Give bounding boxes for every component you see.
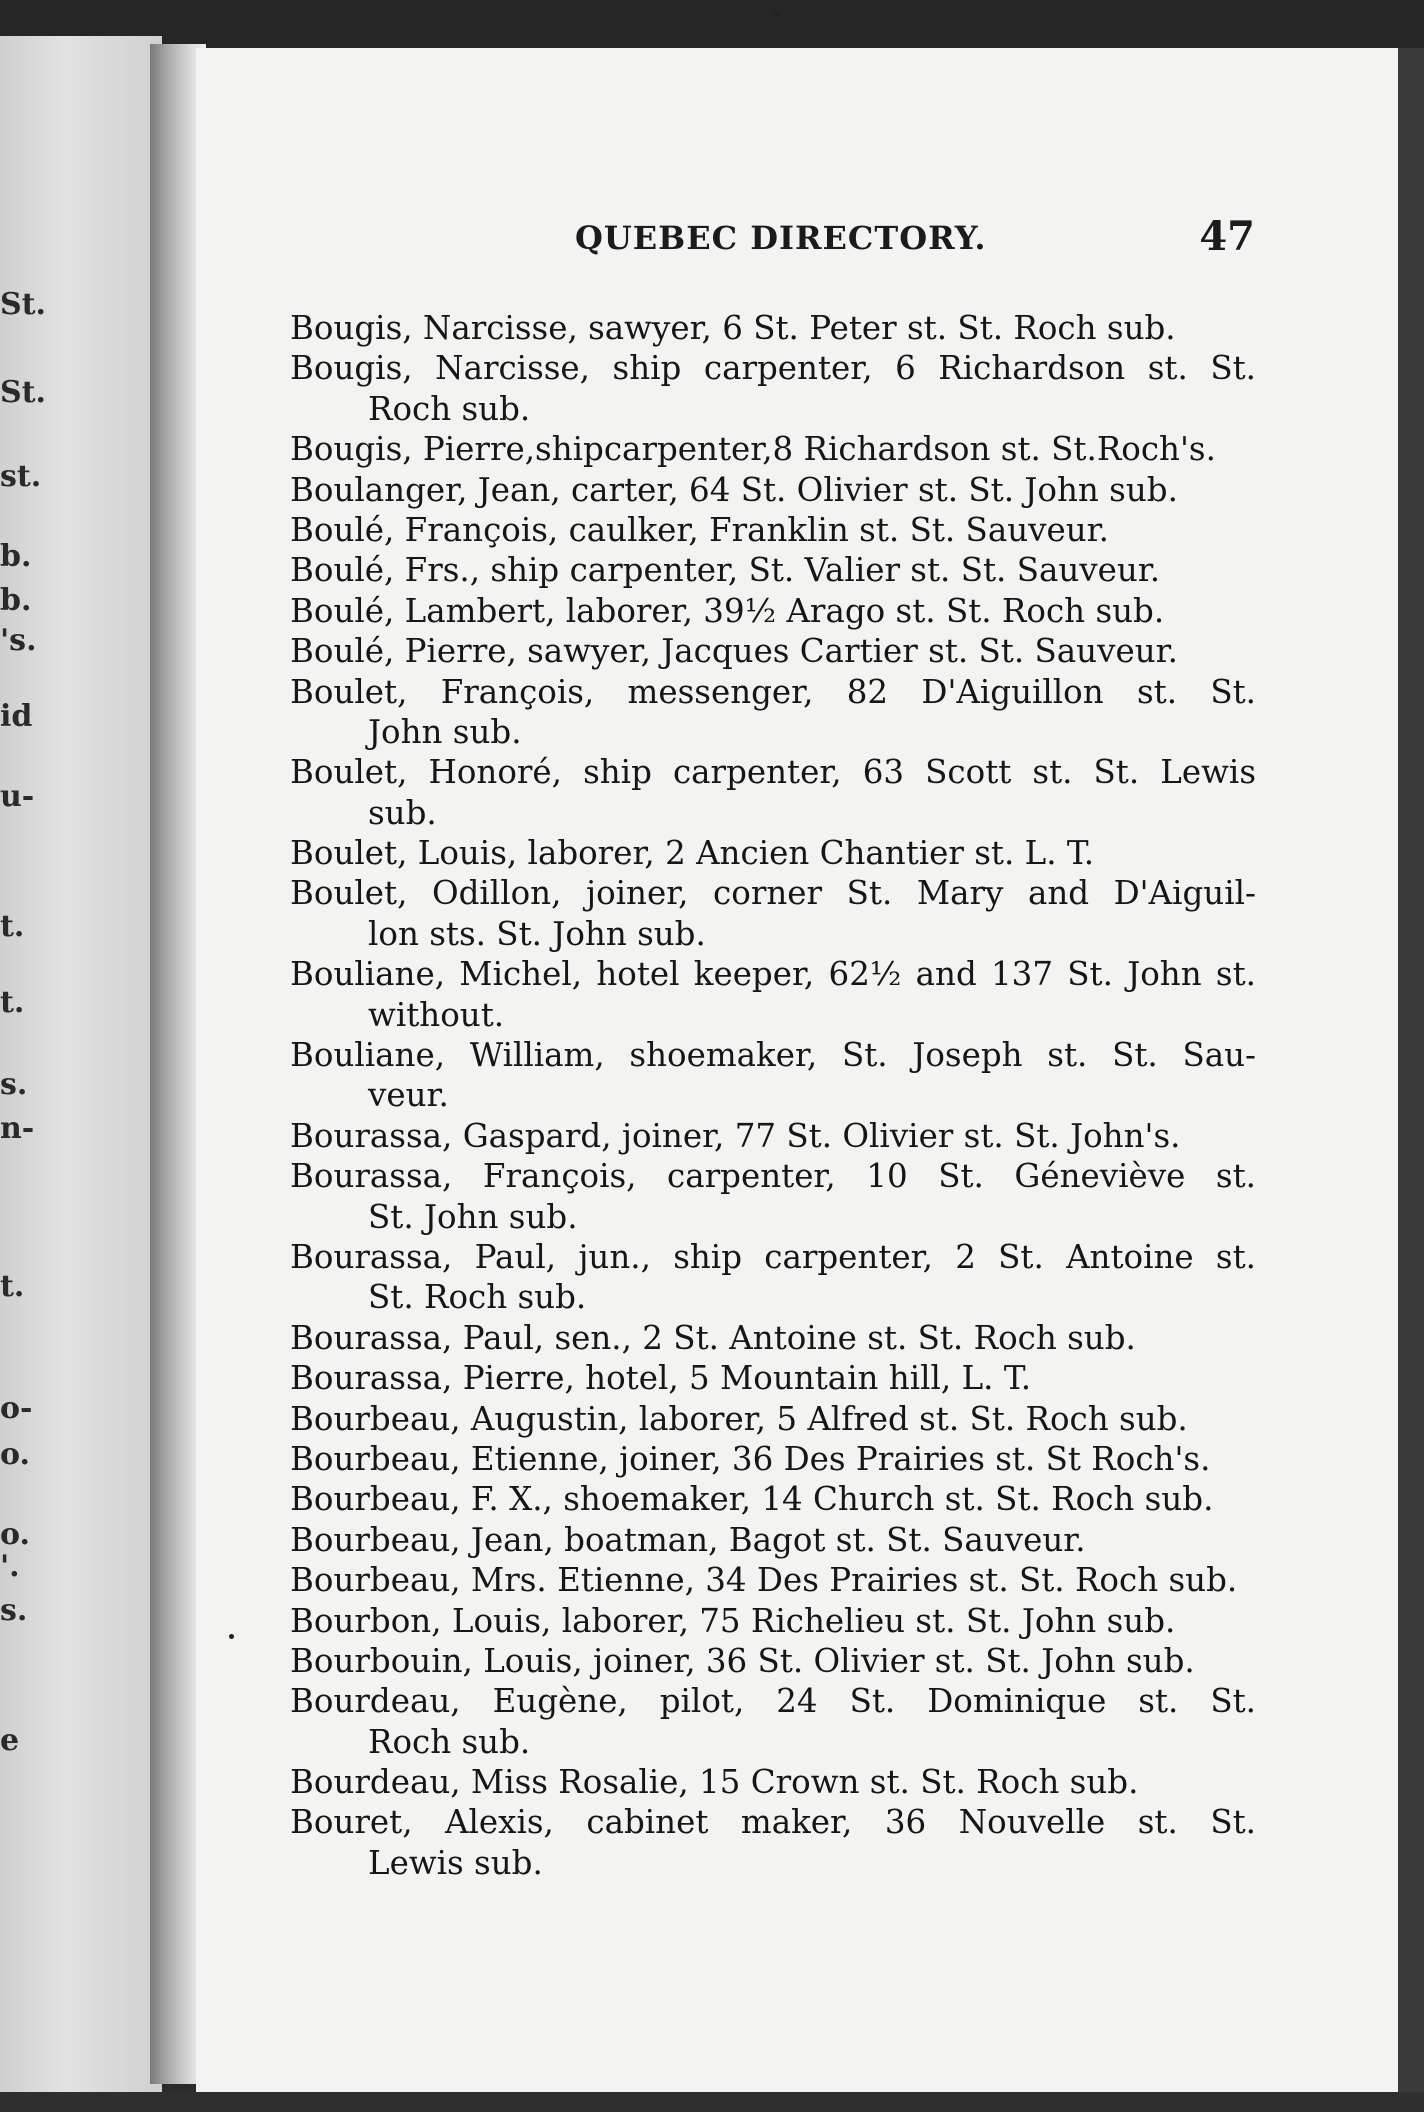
entry-first-line: Bourbeau, Mrs. Etienne, 34 Des Prairies st. St. Roch sub. — [290, 1561, 1238, 1600]
entry-first-line: Bourassa, Gaspard, joiner, 77 St. Olivier st. St. John's. — [290, 1116, 1181, 1155]
scan-speck — [229, 1634, 234, 1639]
facing-page-fragment: o. — [0, 1437, 30, 1472]
directory-entry — [290, 1358, 1256, 1398]
directory-entry — [290, 510, 1256, 550]
facing-page-fragment: st. — [0, 459, 42, 494]
entry-first-line: Bourassa, Paul, sen., 2 St. Antoine st. St. Roch sub. — [290, 1318, 1136, 1357]
facing-page-fragment: St. — [0, 375, 46, 410]
entry-first-line: Boulet, François, messenger, 82 D'Aiguillon st. St. — [290, 672, 1256, 711]
facing-page-fragment: t. — [0, 1269, 25, 1304]
directory-entry — [290, 1762, 1256, 1802]
entry-continuation-line: Roch sub. — [368, 389, 531, 428]
scan-top-background — [0, 0, 1424, 48]
directory-entry — [290, 1237, 1256, 1318]
entry-first-line: Bourassa, Pierre, hotel, 5 Mountain hill, L. T. — [290, 1359, 1032, 1398]
facing-page-fragment: id — [0, 699, 33, 734]
facing-page-fragment: '. — [0, 1549, 20, 1584]
directory-entry — [290, 591, 1256, 631]
directory-entry — [290, 1641, 1256, 1681]
directory-entry — [290, 1681, 1256, 1762]
entry-first-line: Bourbouin, Louis, joiner, 36 St. Olivier st. St. John sub. — [290, 1641, 1195, 1680]
directory-entry — [290, 1560, 1256, 1600]
directory-entry — [290, 348, 1256, 429]
facing-page-fragment: s. — [0, 1593, 28, 1628]
directory-entry — [290, 308, 1256, 348]
facing-page-fragment: e — [0, 1723, 20, 1758]
entry-first-line: Bouret, Alexis, cabinet maker, 36 Nouvelle st. St. — [290, 1803, 1256, 1842]
directory-entry — [290, 429, 1256, 469]
entry-continuation-line: Roch sub. — [368, 1722, 531, 1761]
directory-entry — [290, 1399, 1256, 1439]
page-header — [575, 213, 1255, 263]
entry-first-line: Bourbeau, Augustin, laborer, 5 Alfred st. St. Roch sub. — [290, 1399, 1188, 1438]
entry-continuation-line: sub. — [368, 793, 437, 832]
entry-first-line: Bourbeau, Jean, boatman, Bagot st. St. Sauveur. — [290, 1520, 1086, 1559]
entry-first-line: Boulé, Lambert, laborer, 39½ Arago st. St. Roch sub. — [290, 591, 1165, 630]
entry-continuation-line: John sub. — [368, 712, 522, 751]
facing-page-fragment: t. — [0, 985, 25, 1020]
directory-entry — [290, 1439, 1256, 1479]
page-number: 47 — [1199, 213, 1255, 260]
entry-first-line: Bourbeau, Etienne, joiner, 36 Des Prairies st. St Roch's. — [290, 1439, 1211, 1478]
facing-page-fragment: t. — [0, 909, 25, 944]
directory-entry — [290, 954, 1256, 1035]
facing-page-fragment: o- — [0, 1391, 33, 1426]
directory-entry — [290, 672, 1256, 753]
entry-first-line: Boulé, François, caulker, Franklin st. St. Sauveur. — [290, 510, 1109, 549]
facing-page-fragment: n- — [0, 1111, 35, 1146]
directory-entry — [290, 1035, 1256, 1116]
running-title: QUEBEC DIRECTORY. — [575, 219, 987, 257]
entry-first-line: Boulé, Frs., ship carpenter, St. Valier st. St. Sauveur. — [290, 551, 1161, 590]
directory-entry — [290, 470, 1256, 510]
directory-entry — [290, 752, 1256, 833]
directory-entry — [290, 1156, 1256, 1237]
facing-page-fragment: u- — [0, 779, 35, 814]
directory-entry — [290, 873, 1256, 954]
entry-first-line: Boulet, Honoré, ship carpenter, 63 Scott st. St. Lewis — [290, 753, 1256, 792]
entry-first-line: Bourassa, François, carpenter, 10 St. Géneviève st. — [290, 1157, 1256, 1196]
facing-page-fragment: St. — [0, 287, 46, 322]
facing-page-fragment: s. — [0, 1067, 28, 1102]
scan-right-background — [1398, 48, 1424, 2112]
entry-continuation-line: without. — [368, 995, 505, 1034]
entry-continuation-line: St. Roch sub. — [368, 1278, 587, 1317]
entry-first-line: Bouliane, William, shoemaker, St. Joseph st. St. Sau- — [290, 1036, 1256, 1075]
scan-speck — [774, 12, 779, 17]
entry-first-line: Boulanger, Jean, carter, 64 St. Olivier st. St. John sub. — [290, 470, 1178, 509]
facing-page-fragment: b. — [0, 583, 32, 618]
entry-continuation-line: St. John sub. — [368, 1197, 578, 1236]
directory-entry — [290, 1802, 1256, 1883]
entry-continuation-line: lon sts. St. John sub. — [368, 914, 706, 953]
entry-first-line: Bourdeau, Eugène, pilot, 24 St. Dominique st. St. — [290, 1682, 1256, 1721]
directory-entries — [290, 308, 1256, 1883]
entry-first-line: Bougis, Pierre,shipcarpenter,8 Richardson st. St.Roch's. — [290, 430, 1216, 469]
directory-entry — [290, 1520, 1256, 1560]
entry-continuation-line: Lewis sub. — [368, 1843, 543, 1882]
facing-page-fragment: o. — [0, 1517, 30, 1552]
entry-first-line: Boulet, Odillon, joiner, corner St. Mary and D'Aiguil- — [290, 874, 1256, 913]
facing-page-fragment: b. — [0, 539, 32, 574]
entry-first-line: Boulé, Pierre, sawyer, Jacques Cartier st. St. Sauveur. — [290, 632, 1178, 671]
entry-first-line: Bourdeau, Miss Rosalie, 15 Crown st. St. Roch sub. — [290, 1763, 1139, 1802]
entry-continuation-line: veur. — [368, 1076, 449, 1115]
directory-entry — [290, 550, 1256, 590]
entry-first-line: Bourbeau, F. X., shoemaker, 14 Church st. St. Roch sub. — [290, 1480, 1214, 1519]
directory-entry — [290, 1601, 1256, 1641]
entry-first-line: Bourbon, Louis, laborer, 75 Richelieu st. St. John sub. — [290, 1601, 1176, 1640]
scan-bottom-background — [0, 2092, 1424, 2112]
entry-first-line: Bougis, Narcisse, ship carpenter, 6 Richardson st. St. — [290, 349, 1256, 388]
directory-entry — [290, 833, 1256, 873]
entry-first-line: Bougis, Narcisse, sawyer, 6 St. Peter st. St. Roch sub. — [290, 309, 1176, 347]
directory-entry — [290, 1116, 1256, 1156]
entry-first-line: Bouliane, Michel, hotel keeper, 62½ and 137 St. John st. — [290, 955, 1256, 994]
directory-entry — [290, 1318, 1256, 1358]
facing-page-fragment: 's. — [0, 623, 37, 658]
directory-entry — [290, 1479, 1256, 1519]
entry-first-line: Boulet, Louis, laborer, 2 Ancien Chantier st. L. T. — [290, 834, 1095, 873]
entry-first-line: Bourassa, Paul, jun., ship carpenter, 2 St. Antoine st. — [290, 1237, 1256, 1276]
directory-entry — [290, 631, 1256, 671]
